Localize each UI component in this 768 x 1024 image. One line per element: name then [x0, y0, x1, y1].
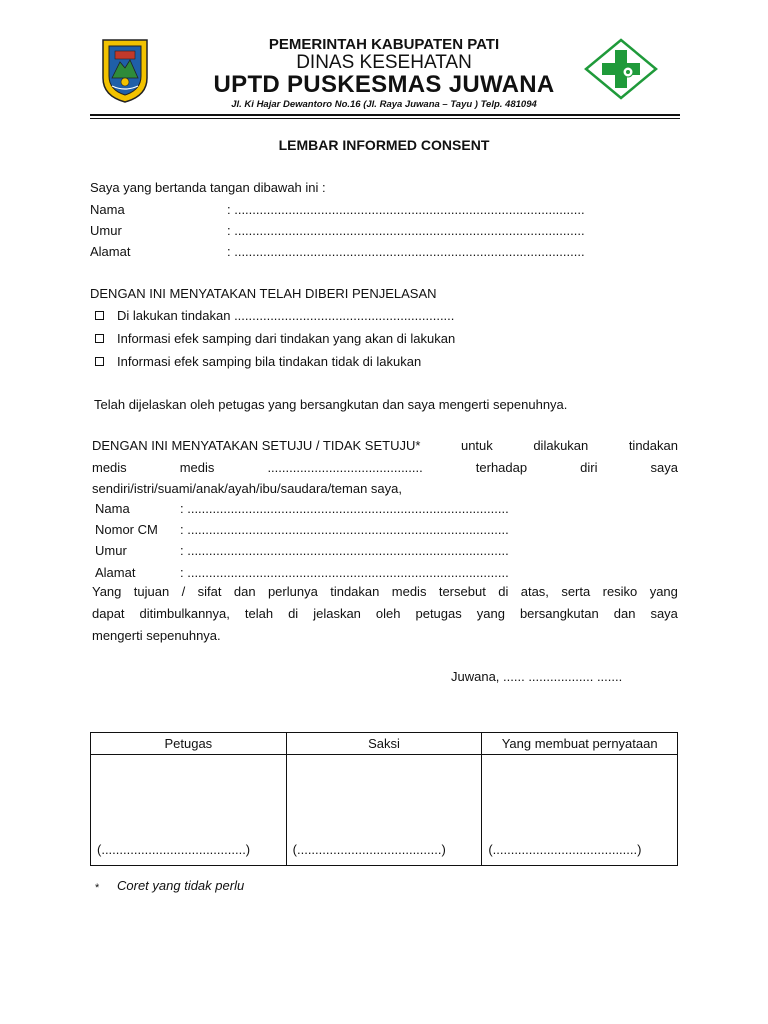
- purpose-word: oleh: [375, 606, 401, 621]
- purpose-word: di: [288, 606, 299, 621]
- checkbox-side-effects-action[interactable]: [95, 334, 104, 343]
- header-divider-thin: [90, 118, 680, 119]
- purpose-word: tujuan: [133, 584, 170, 599]
- place-date[interactable]: Juwana, ...... .................. .......: [451, 669, 623, 684]
- consent-line-3: sendiri/istri/suami/anak/ayah/ibu/saudara/teman saya,: [92, 481, 402, 496]
- intro-text: Saya yang bertanda tangan dibawah ini :: [90, 180, 326, 195]
- purpose-line-3: mengerti sepenuhnya.: [92, 628, 221, 643]
- consent-word: saya: [650, 460, 678, 475]
- signature-header-witness: Saksi: [286, 733, 482, 755]
- explanation-item-2: Informasi efek samping dari tindakan yang akan di lakukan: [117, 331, 456, 346]
- consent-word: untuk: [460, 438, 493, 453]
- consent-word: tindakan: [628, 438, 678, 453]
- signature-header-declarant: Yang membuat pernyataan: [482, 733, 678, 755]
- consent-action-blank[interactable]: ...........................................: [267, 460, 423, 475]
- consent-word: DENGAN INI MENYATAKAN SETUJU / TIDAK SETUJU*: [92, 438, 421, 453]
- consent-word: medis: [179, 460, 215, 475]
- signature-placeholder: (........................................): [488, 842, 642, 857]
- signature-box-declarant[interactable]: [482, 755, 678, 866]
- purpose-word: di: [498, 584, 509, 599]
- signer-name-field[interactable]: : .................................................................................................: [227, 202, 585, 217]
- purpose-word: medis: [391, 584, 427, 599]
- signer-address-field[interactable]: : .................................................................................................: [227, 244, 585, 259]
- patient-age-label: Umur: [95, 543, 127, 558]
- patient-address-field[interactable]: : .........................................................................................: [180, 565, 509, 580]
- purpose-word: perlunya: [267, 584, 318, 599]
- footnote-marker: *: [95, 882, 100, 894]
- header-institution: UPTD PUSKESMAS JUWANA: [213, 71, 555, 98]
- patient-address-label: Alamat: [95, 565, 136, 580]
- purpose-word: ditimbulkannya,: [139, 606, 230, 621]
- signer-address-label: Alamat: [90, 244, 131, 259]
- purpose-word: petugas: [415, 606, 462, 621]
- signature-header-officer: Petugas: [91, 733, 287, 755]
- purpose-word: telah: [244, 606, 274, 621]
- page-title: LEMBAR INFORMED CONSENT: [278, 137, 490, 153]
- purpose-word: jelaskan: [313, 606, 361, 621]
- header-department: DINAS KESEHATAN: [296, 52, 472, 73]
- consent-word: terhadap: [475, 460, 528, 475]
- purpose-word: atas,: [520, 584, 549, 599]
- header-address: Jl. Ki Hajar Dewantoro No.16 (Jl. Raya Juwana – Tayu ) Telp. 481094: [231, 99, 537, 110]
- consent-word: diri: [580, 460, 598, 475]
- purpose-word: dan: [233, 584, 256, 599]
- signature-placeholder: (........................................): [97, 842, 251, 857]
- understood-statement: Telah dijelaskan oleh petugas yang bersangkutan dan saya mengerti sepenuhnya.: [94, 397, 568, 412]
- patient-name-field[interactable]: : .........................................................................................: [180, 501, 509, 516]
- checkbox-side-effects-no-action[interactable]: [95, 357, 104, 366]
- checkbox-action-performed[interactable]: [95, 311, 104, 320]
- signer-age-label: Umur: [90, 223, 122, 238]
- purpose-word: dapat: [92, 606, 125, 621]
- purpose-word: saya: [650, 606, 678, 621]
- purpose-word: /: [181, 584, 186, 599]
- purpose-word: yang: [476, 606, 505, 621]
- purpose-word: bersangkutan: [519, 606, 599, 621]
- footnote-text: Coret yang tidak perlu: [117, 878, 245, 893]
- patient-age-field[interactable]: : .........................................................................................: [180, 543, 509, 558]
- purpose-word: dan: [613, 606, 636, 621]
- signature-placeholder: (........................................): [292, 842, 446, 857]
- consent-line-2: [92, 460, 678, 476]
- consent-line-1: [92, 438, 678, 454]
- signer-name-label: Nama: [90, 202, 125, 217]
- signature-box-witness[interactable]: [286, 755, 482, 866]
- patient-name-label: Nama: [95, 501, 130, 516]
- purpose-word: Yang: [92, 584, 122, 599]
- purpose-word: resiko: [602, 584, 638, 599]
- purpose-word: tersebut: [438, 584, 486, 599]
- purpose-line-2: [92, 606, 678, 622]
- signature-box-officer[interactable]: [91, 755, 287, 866]
- explanation-item-1: Di lakukan tindakan .............................................................: [117, 308, 455, 323]
- patient-record-field[interactable]: : .........................................................................................: [180, 522, 509, 537]
- consent-word: dilakukan: [533, 438, 589, 453]
- purpose-word: sifat: [197, 584, 222, 599]
- explanation-heading: DENGAN INI MENYATAKAN TELAH DIBERI PENJELASAN: [90, 286, 437, 301]
- header-divider-thick: [90, 114, 680, 116]
- purpose-word: yang: [649, 584, 678, 599]
- purpose-word: tindakan: [330, 584, 380, 599]
- header-government: PEMERINTAH KABUPATEN PATI: [268, 36, 500, 53]
- signature-table: [90, 732, 678, 866]
- signer-age-field[interactable]: : .................................................................................................: [227, 223, 585, 238]
- purpose-line-1: [92, 584, 678, 600]
- patient-record-label: Nomor CM: [95, 522, 158, 537]
- explanation-item-3: Informasi efek samping bila tindakan tidak di lakukan: [117, 354, 422, 369]
- consent-word: medis: [92, 460, 127, 475]
- purpose-word: serta: [561, 584, 591, 599]
